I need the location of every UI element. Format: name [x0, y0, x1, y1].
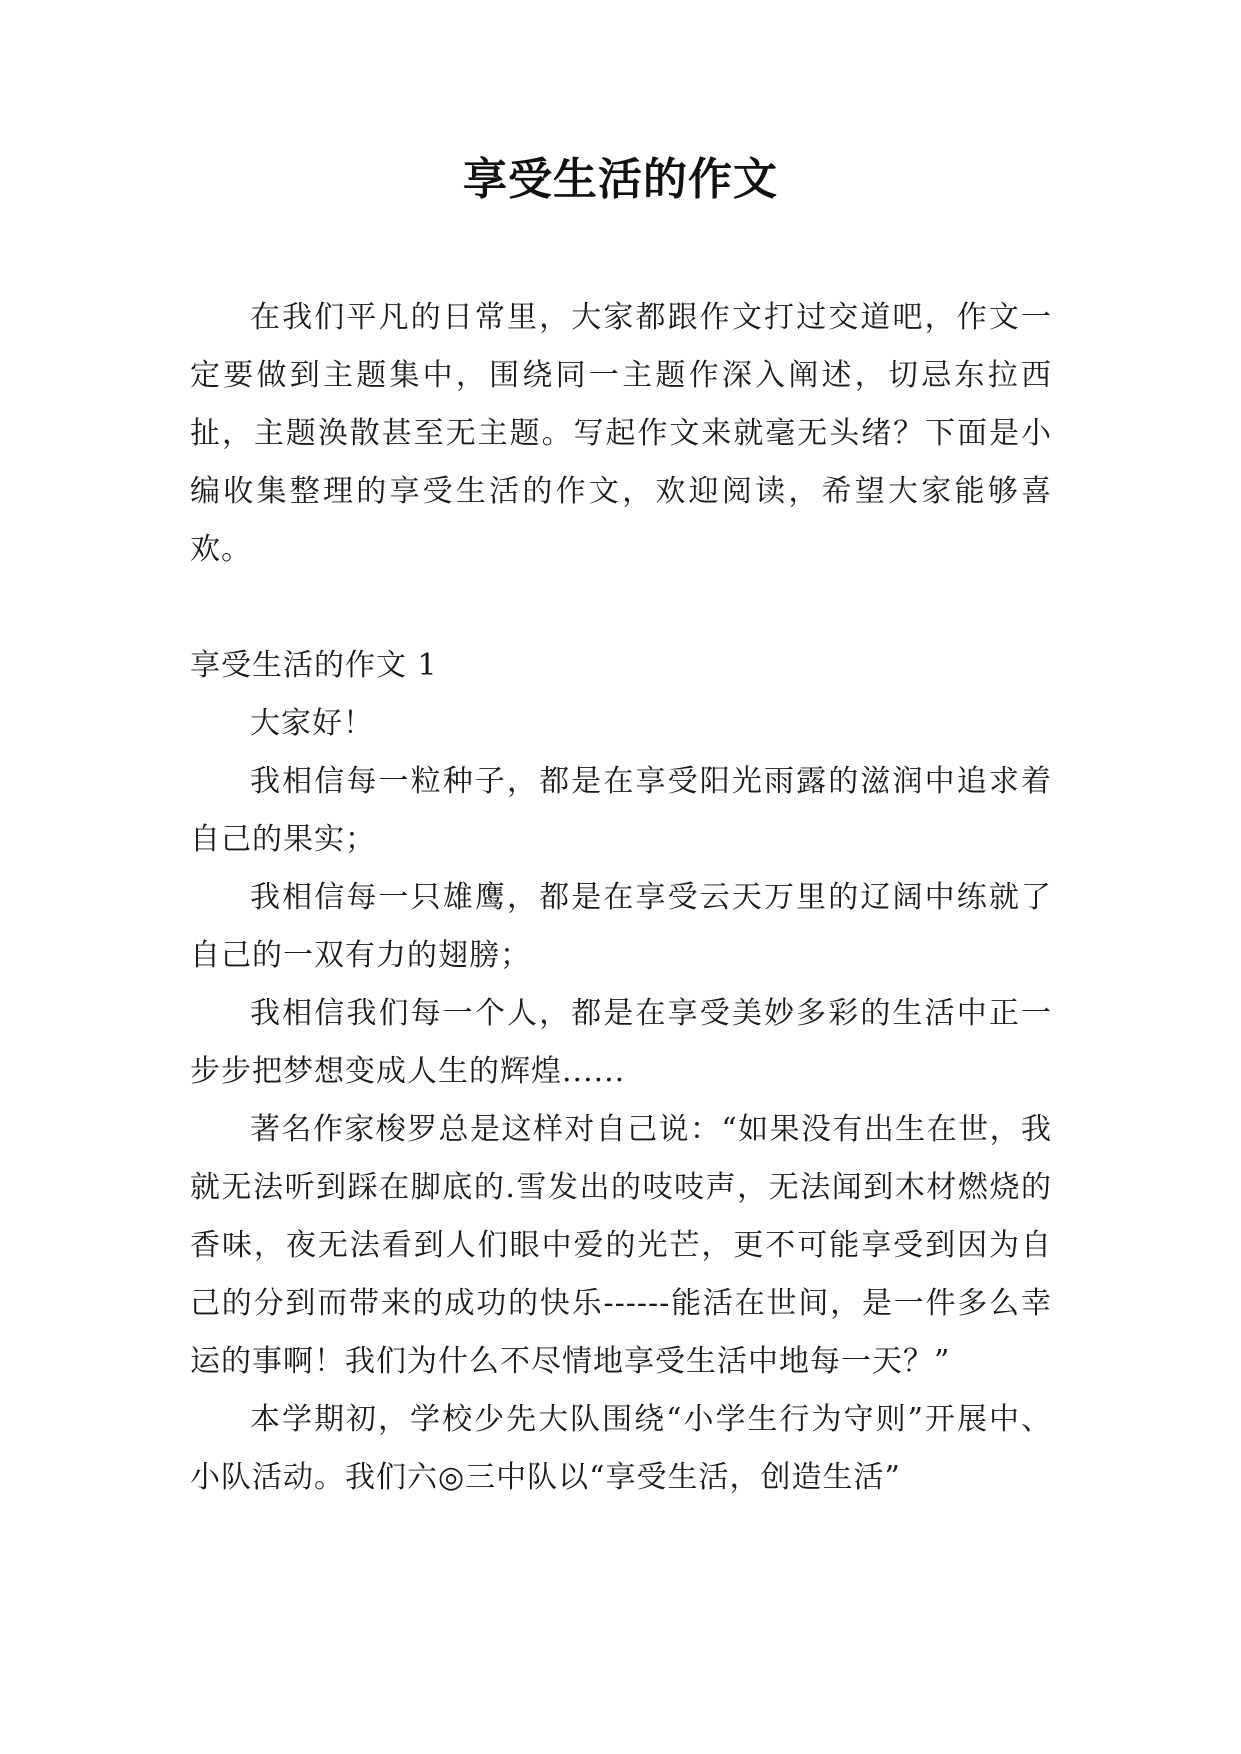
- paragraph-people: 我相信我们每一个人，都是在享受美妙多彩的生活中正一步步把梦想变成人生的辉煌......: [190, 996, 1052, 1089]
- paragraph-school-activity: 本学期初，学校少先大队围绕“小学生行为守则”开展中、小队活动。我们六◎三中队以“享受生活，创造生活”: [190, 1402, 1052, 1495]
- essay-body: [190, 637, 1052, 1507]
- paragraph-seed: 我相信每一粒种子，都是在享受阳光雨露的滋润中追求着自己的果实；: [190, 764, 1052, 857]
- paragraph-greeting: 大家好！: [250, 706, 374, 741]
- intro-block: [190, 289, 1052, 579]
- intro-paragraph: 在我们平凡的日常里，大家都跟作文打过交道吧，作文一定要做到主题集中，围绕同一主题作深入阐述，切忌东拉西扯，主题涣散甚至无主题。写起作文来就毫无头绪？下面是小编收集整理的享受生活的作文，欢迎阅读，希望大家能够喜欢。: [190, 300, 1052, 567]
- section-heading: 享受生活的作文 1: [190, 648, 438, 683]
- document-title: 享受生活的作文: [463, 154, 778, 205]
- paragraph-eagle: 我相信每一只雄鹰，都是在享受云天万里的辽阔中练就了自己的一双有力的翅膀；: [190, 880, 1052, 973]
- paragraph-thoreau-quote: 著名作家梭罗总是这样对自己说：“如果没有出生在世，我就无法听到踩在脚底的.雪发出的吱吱声，无法闻到木材燃烧的香味，夜无法看到人们眼中爱的光芒，更不可能享受到因为自己的分到而带来的成功的快乐------能活在世间，是一件多么幸运的事啊！我们为什么不尽情地享受生活中地每一天？”: [190, 1112, 1052, 1379]
